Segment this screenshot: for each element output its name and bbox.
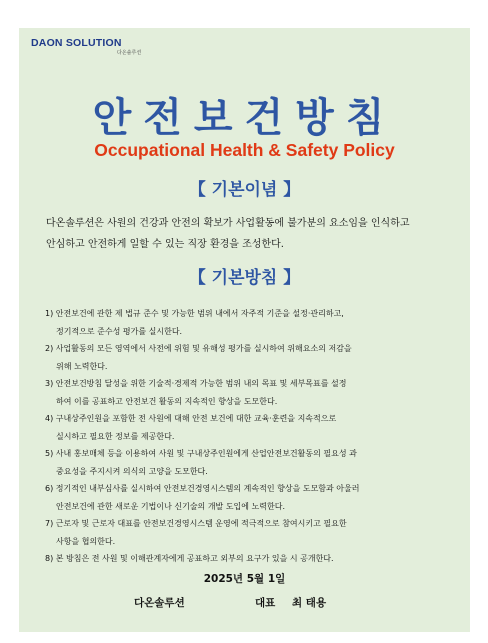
policy-item-line: 4) 구내상주인원을 포함한 전 사원에 대해 안전 보건에 대한 교육·훈련을 지속적으로 [45, 414, 337, 423]
policy-item [45, 340, 460, 375]
title-korean: 안전보건방침 [92, 95, 397, 141]
policy-item-line: 위해 노력한다. [56, 361, 108, 371]
policy-poster [19, 28, 470, 632]
policy-item-line: 하여 이를 공표하고 안전보건 활동의 지속적인 향상을 도모한다. [56, 396, 278, 406]
policy-item-line: 사항을 협의한다. [56, 536, 116, 546]
intro-paragraph [46, 213, 451, 255]
logo-sub-text: 다온솔루션 [117, 50, 142, 56]
title-english: Occupational Health & Safety Policy [94, 140, 395, 160]
signature-rep-title: 대표 [255, 597, 276, 609]
policy-item [45, 305, 460, 340]
intro-line: 안심하고 안전하게 일할 수 있는 직장 환경을 조성한다. [46, 239, 284, 250]
policy-item-line: 정기적으로 준수성 평가를 실시한다. [56, 326, 183, 336]
policy-item-line: 3) 안전보건방침 달성을 위한 기술적·경제적 가능한 범위 내의 목표 및 세부목표를 설정 [45, 379, 347, 388]
policy-item [45, 375, 460, 410]
policy-item-line: 2) 사업활동의 모든 영역에서 사전에 위험 및 유해성 평가를 실시하여 위해요소의 저감을 [45, 344, 352, 353]
policy-item-line: 7) 근로자 및 근로자 대표를 안전보건경영시스템 운영에 적극적으로 참여시키고 필요한 [45, 519, 347, 528]
policy-item-line: 8) 본 방침은 전 사원 및 이해관계자에게 공표하고 외부의 요구가 있을 시 공개한다. [45, 554, 334, 563]
policy-list [45, 305, 460, 568]
policy-item-line: 안전보건에 관한 새로운 기법이나 신기술의 개발 도입에 노력한다. [56, 501, 285, 511]
section-heading-basic-policy: 【 기본방침 】 [188, 268, 301, 288]
policy-item-line: 중요성을 주지시켜 의식의 고양을 도모한다. [56, 466, 208, 476]
policy-item [45, 410, 460, 445]
policy-item [45, 480, 460, 515]
signature-company: 다온솔루션 [134, 597, 185, 609]
policy-item-line: 1) 안전보건에 관한 제 법규 준수 및 가능한 범위 내에서 자주적 기준을 설정·관리하고, [45, 309, 344, 318]
section-heading-basic-philosophy: 【 기본이념 】 [188, 180, 301, 200]
policy-item-line: 실시하고 필요한 정보를 제공한다. [56, 431, 175, 441]
policy-item [45, 550, 460, 568]
signature-rep-name: 최 태용 [292, 597, 327, 609]
issue-date: 2025년 5월 1일 [203, 573, 286, 585]
policy-item [45, 515, 460, 550]
logo-main-text: DAON SOLUTION [31, 37, 122, 49]
company-logo [31, 37, 141, 56]
policy-item-line: 5) 사내 홍보매체 등을 이용하여 사원 및 구내상주인원에게 산업안전보건활동의 필요성 과 [45, 449, 357, 458]
policy-item-line: 6) 정기적인 내부심사를 실시하여 안전보건경영시스템의 계속적인 향상을 도모함과 아울러 [45, 484, 360, 493]
intro-line: 다온솔루션은 사원의 건강과 안전의 확보가 사업활동에 불가분의 요소임을 인식하고 [46, 218, 410, 229]
policy-item [45, 445, 460, 480]
